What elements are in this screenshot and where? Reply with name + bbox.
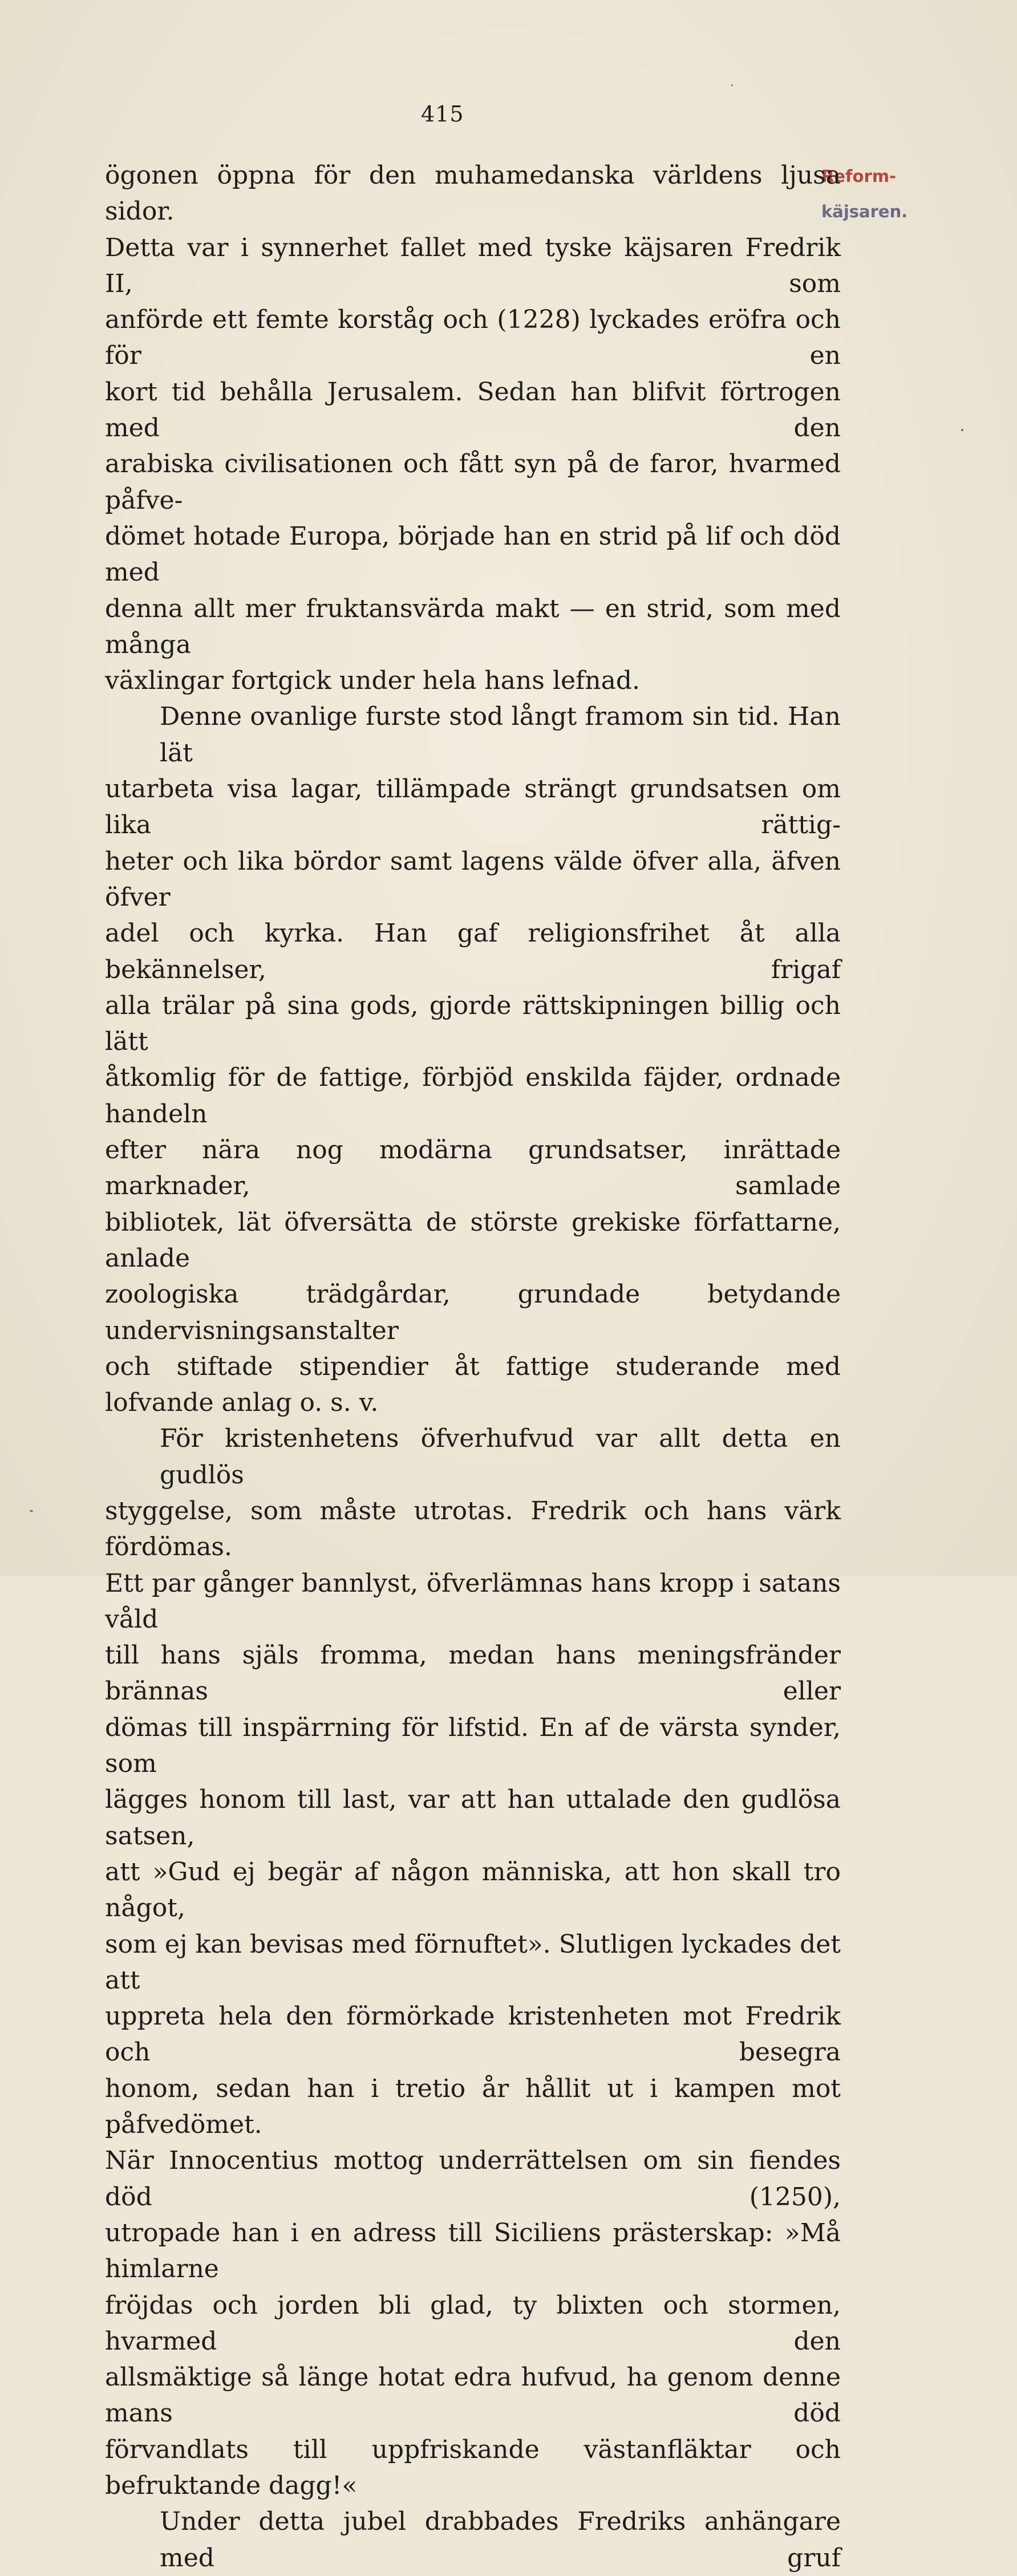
text-line: Ett par gånger bannlyst, öfverlämnas hans kropp i satans våld (105, 1568, 841, 1634)
text-line: efter nära nog modärna grundsatser, inrättade marknader, samlade (105, 1135, 841, 1201)
text-line: utarbeta visa lagar, tillämpade strängt grundsatsen om lika rättig- (105, 774, 841, 840)
text-line: arabiska civilisationen och fått syn på de faror, hvarmed påfve- (105, 449, 841, 515)
body-text (105, 157, 841, 2576)
text-line: Denne ovanlige furste stod långt framom sin tid. Han lät (160, 702, 841, 768)
text-line: och stiftade stipendier åt fattige studerande med lofvande anlag o. s. v. (105, 1352, 841, 1418)
page-number: 415 (421, 102, 464, 127)
text-line: växlingar fortgick under hela hans lefnad. (105, 666, 640, 696)
text-line: honom, sedan han i tretio år hållit ut i kampen mot påfvedömet. (105, 2074, 841, 2140)
text-line: uppreta hela den förmörkade kristenheten mot Fredrik och besegra (105, 2002, 841, 2067)
text-line: dömas till inspärrning för lifstid. En af de värsta synder, som (105, 1713, 841, 1779)
text-line: utropade han i en adress till Siciliens prästerskap: »Må himlarne (105, 2218, 841, 2284)
paper-speck (961, 429, 963, 431)
margin-note-line-2: käjsaren. (821, 202, 908, 221)
paper-speck (30, 1510, 33, 1512)
text-line: åtkomlig för de fattige, förbjöd enskilda fäjder, ordnade handeln (105, 1063, 841, 1129)
text-line: styggelse, som måste utrotas. Fredrik och hans värk fördömas. (105, 1496, 841, 1562)
text-line: När Innocentius mottog underrättelsen om sin fiendes död (1250), (105, 2146, 841, 2212)
text-line: ögonen öppna för den muhamedanska världens ljusa sidor. (105, 161, 841, 226)
margin-note (821, 159, 1010, 229)
paragraph-2 (105, 699, 841, 1421)
text-line: bibliotek, lät öfversätta de störste grekiske författarne, anlade (105, 1207, 841, 1273)
text-line: förvandlats till uppfriskande västanfläktar och befruktande dagg!« (105, 2435, 841, 2500)
text-line: till hans själs fromma, medan hans meningsfränder brännas eller (105, 1641, 841, 1706)
text-line: allsmäktige så länge hotat edra hufvud, ha genom denne mans död (105, 2363, 841, 2428)
text-line: kort tid behålla Jerusalem. Sedan han blifvit förtrogen med den (105, 377, 841, 443)
margin-note-line-1: Reform- (821, 167, 897, 186)
text-line: heter och lika bördor samt lagens välde öfver alla, äfven öfver (105, 846, 841, 912)
text-line: lägges honom till last, var att han uttalade den gudlösa satsen, (105, 1785, 841, 1851)
text-line: denna allt mer fruktansvärda makt — en strid, som med många (105, 594, 841, 659)
text-line: anförde ett femte korståg och (1228) lyckades eröfra och för en (105, 305, 841, 371)
text-line: fröjdas och jorden bli glad, ty blixten och stormen, hvarmed den (105, 2290, 841, 2356)
paragraph-1 (105, 157, 841, 699)
paragraph-4 (105, 2504, 841, 2576)
text-line: som ej kan bevisas med förnuftet». Slutligen lyckades det att (105, 1929, 841, 1995)
paragraph-3 (105, 1421, 841, 2504)
text-line: För kristenhetens öfverhufvud var allt detta en gudlös (160, 1424, 841, 1490)
text-line: Detta var i synnerhet fallet med tyske käjsaren Fredrik II, som (105, 233, 841, 298)
text-line: adel och kyrka. Han gaf religionsfrihet åt alla bekännelser, frigaf (105, 919, 841, 984)
text-line: Under detta jubel drabbades Fredriks anhängare med gruf (160, 2507, 841, 2573)
text-line: dömet hotade Europa, började han en strid på lif och död med (105, 521, 841, 587)
text-line: att »Gud ej begär af någon människa, att hon skall tro något, (105, 1857, 841, 1923)
text-line: alla trälar på sina gods, gjorde rättskipningen billig och lätt (105, 991, 841, 1057)
paper-speck (731, 84, 733, 86)
text-line: zoologiska trädgårdar, grundade betydande undervisningsanstalter (105, 1280, 841, 1345)
